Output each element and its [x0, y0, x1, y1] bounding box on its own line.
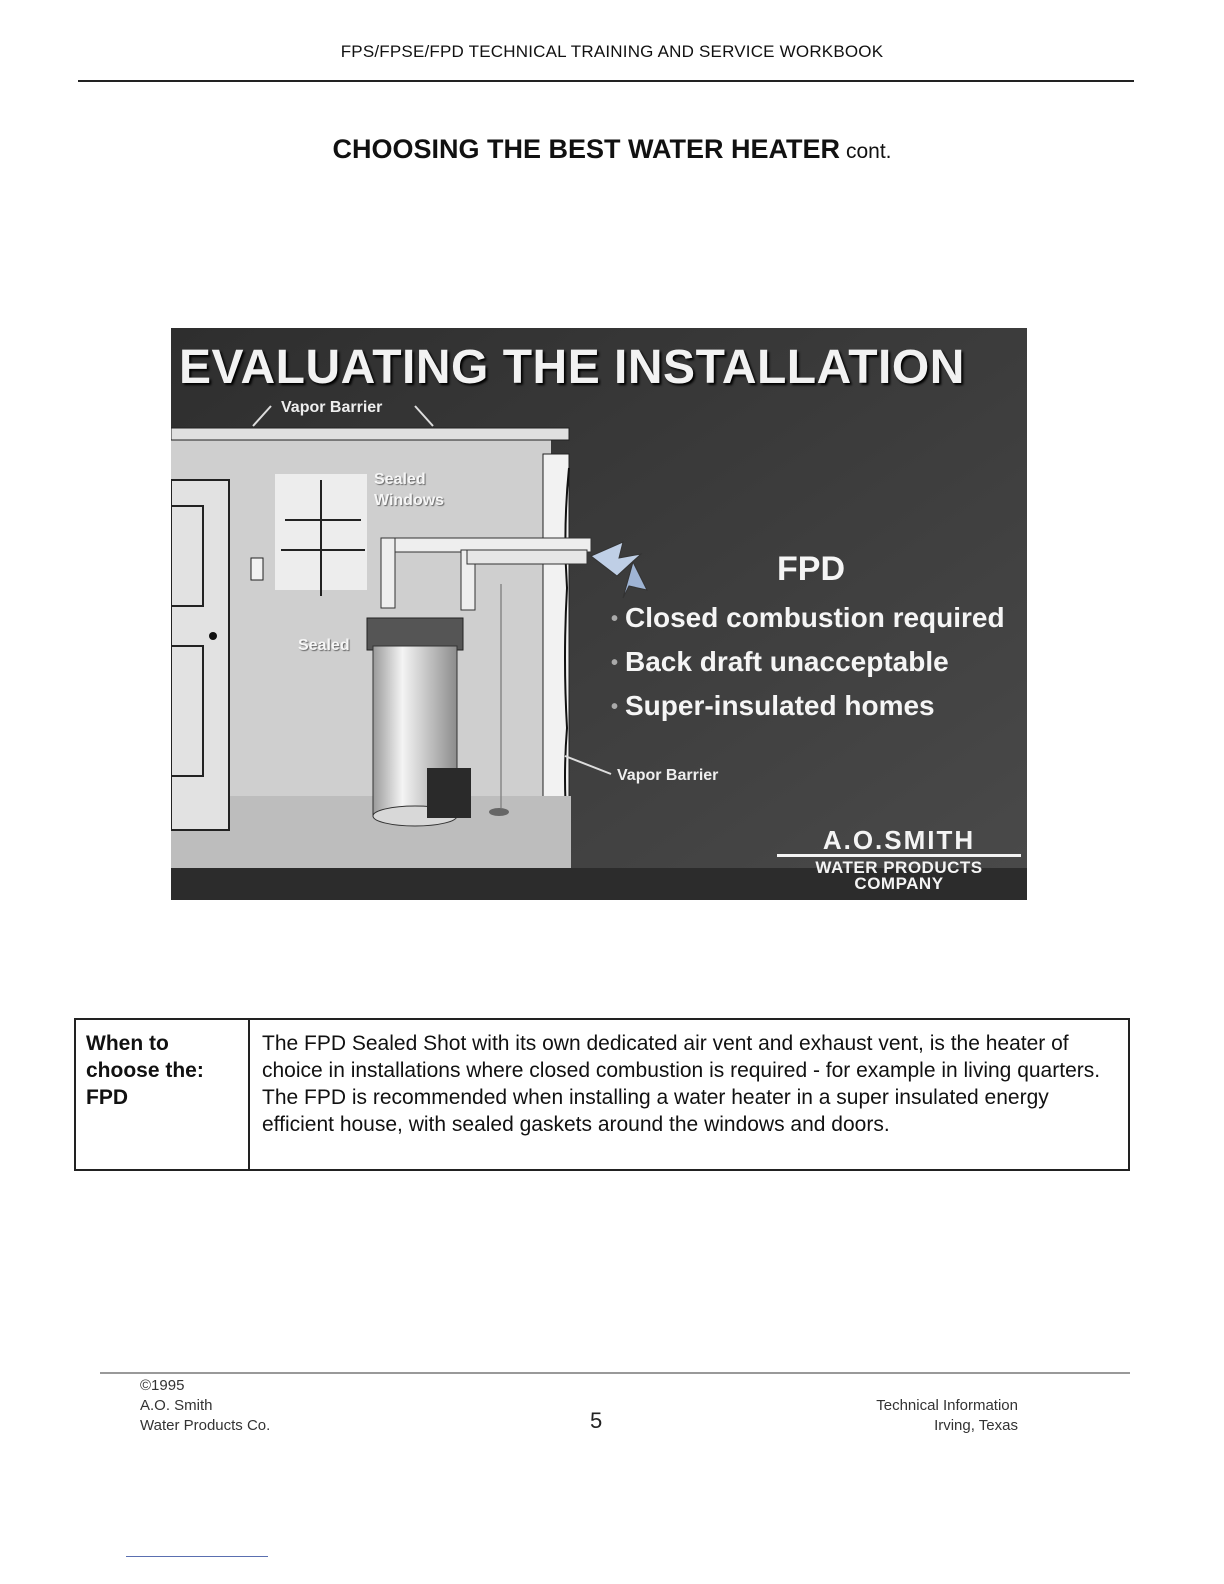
table-heading-line: FPD	[86, 1086, 128, 1109]
bullet-icon: •	[611, 652, 619, 675]
page-title	[0, 134, 1224, 165]
company-line-2: Water Products Co.	[140, 1417, 271, 1434]
logo-line-1: A.O.SMITH	[777, 826, 1021, 857]
bullet-item: • Super-insulated homes	[611, 690, 935, 721]
logo-line-2: WATER PRODUCTS	[815, 858, 983, 877]
slide-bullets	[611, 602, 1005, 734]
table-body-cell: The FPD Sealed Shot with its own dedicated air vent and exhaust vent, is the heater of choice in installations where closed combustion is required - for example in living quarters. The FPD is recommended when installing a water heater in a super insulated energy efficient house, with sealed gaskets around the windows and doors.	[262, 1032, 1101, 1136]
footer-left	[140, 1376, 270, 1436]
sealed-windows-line-2: Windows	[374, 492, 445, 509]
table-heading-line: choose the:	[86, 1059, 204, 1082]
table-heading-line: When to	[86, 1032, 169, 1055]
title-main: CHOOSING THE BEST WATER HEATER	[332, 134, 840, 164]
installation-slide-image	[171, 328, 1027, 900]
stray-rule	[126, 1556, 268, 1557]
product-label: FPD	[777, 550, 845, 588]
page-number: 5	[590, 1408, 603, 1433]
when-to-choose-table	[74, 1018, 1130, 1171]
title-suffix: cont.	[845, 140, 892, 163]
bullet-icon: •	[611, 608, 619, 631]
sealed-windows-line-1: Sealed	[374, 471, 426, 488]
sealed-label: Sealed	[298, 637, 350, 654]
copyright-line: ©1995	[140, 1377, 185, 1394]
footer-right	[876, 1396, 1018, 1436]
vapor-barrier-label-bottom: Vapor Barrier	[617, 767, 719, 784]
sealed-windows-label	[374, 469, 444, 511]
slide-heading: EVALUATING THE INSTALLATION	[179, 341, 965, 394]
running-header: FPS/FPSE/FPD TECHNICAL TRAINING AND SERVICE WORKBOOK	[340, 42, 884, 61]
company-line-1: A.O. Smith	[140, 1397, 213, 1414]
bullet-item: • Closed combustion required	[611, 602, 1005, 633]
footer-rule	[100, 1372, 1130, 1374]
table-heading-cell	[76, 1020, 250, 1169]
footer-right-line-1: Technical Information	[876, 1397, 1018, 1414]
bullet-icon: •	[611, 696, 619, 719]
footer-right-line-2: Irving, Texas	[934, 1417, 1018, 1434]
vapor-barrier-label-top: Vapor Barrier	[281, 399, 383, 416]
bullet-item: • Back draft unacceptable	[611, 646, 949, 677]
header-rule	[78, 80, 1134, 82]
logo-line-3: COMPANY	[854, 874, 944, 893]
ao-smith-logo	[777, 826, 1021, 892]
